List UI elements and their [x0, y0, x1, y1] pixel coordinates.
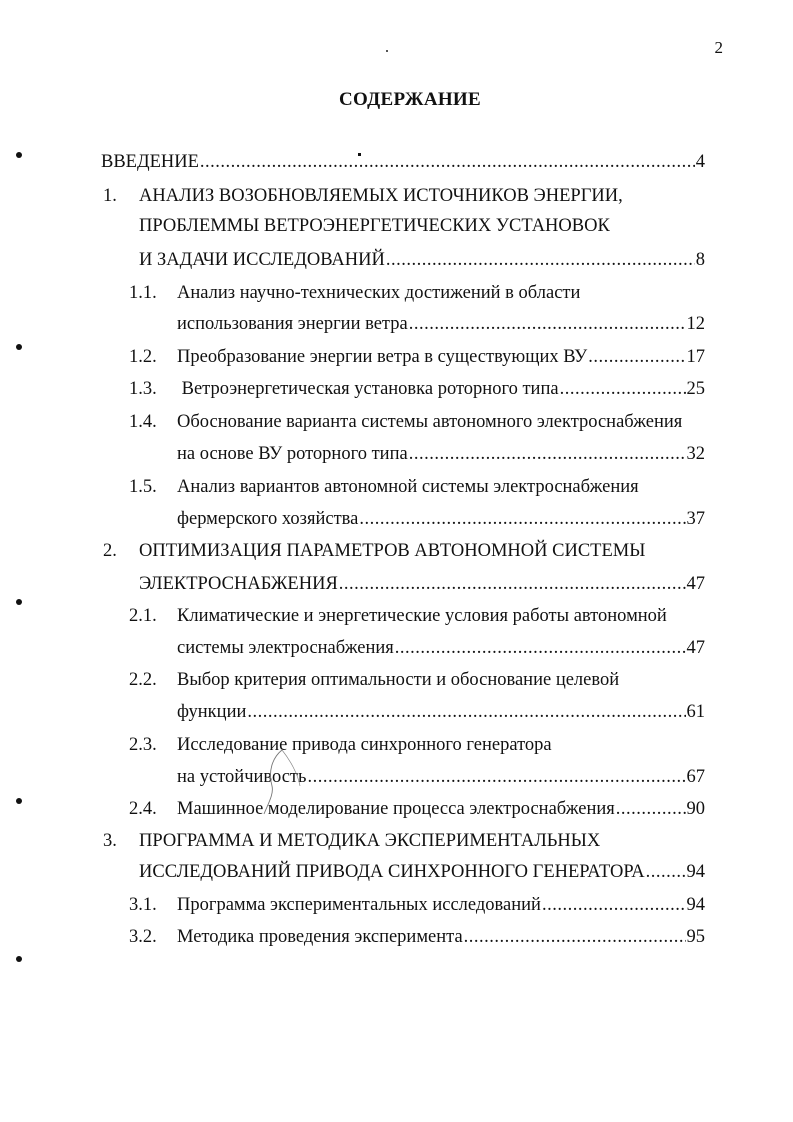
section-number: 2.1.: [129, 606, 157, 626]
toc-entry-section-3-1[interactable]: [177, 895, 705, 919]
section-number: 3.1.: [129, 895, 157, 915]
toc-page-number: 32: [686, 444, 705, 464]
chapter-title-line: ПРОГРАММА И МЕТОДИКА ЭКСПЕРИМЕНТАЛЬНЫХ: [139, 831, 601, 851]
toc-entry-section-3-2[interactable]: [177, 927, 705, 951]
section-number: 2.4.: [129, 799, 157, 819]
section-title-line: Преобразование энергии ветра в существующих ВУ: [177, 347, 588, 367]
chapter-title-line: АНАЛИЗ ВОЗОБНОВЛЯЕМЫХ ИСТОЧНИКОВ ЭНЕРГИИ,: [139, 186, 623, 206]
leader-dots: [560, 379, 686, 400]
chapter-title-line: ЭЛЕКТРОСНАБЖЕНИЯ: [139, 574, 338, 594]
section-title-line: Ветроэнергетическая установка роторного типа: [177, 379, 559, 399]
section-title-line: Обоснование варианта системы автономного электроснабжения: [177, 412, 683, 432]
section-title-line: Исследование привода синхронного генератора: [177, 735, 552, 755]
leader-dots: [395, 638, 686, 659]
section-number: 1.3.: [129, 379, 157, 399]
toc-page-number: 95: [686, 927, 705, 947]
toc-page-number: 67: [686, 767, 705, 787]
section-number: 2.3.: [129, 735, 157, 755]
section-title-line: Выбор критерия оптимальности и обоснование целевой: [177, 670, 620, 690]
toc-entry-section-1-5[interactable]: [177, 509, 705, 533]
toc-entry-section-1-4[interactable]: [177, 444, 705, 468]
margin-mark: [16, 344, 22, 350]
leader-dots: [339, 574, 686, 595]
leader-dots: [409, 444, 686, 465]
section-number: 2.2.: [129, 670, 157, 690]
toc-page-number: 17: [686, 347, 705, 367]
toc-page-number: 47: [686, 638, 705, 658]
leader-dots: [588, 347, 685, 368]
section-title-line: Программа экспериментальных исследований: [177, 895, 541, 915]
toc-entry-chapter-3[interactable]: [139, 862, 705, 886]
section-title-line: на устойчивость: [177, 767, 307, 787]
leader-dots: [464, 927, 686, 948]
section-title-line: функции: [177, 702, 247, 722]
toc-entry-section-2-2[interactable]: [177, 702, 705, 726]
chapter-number: 2.: [103, 541, 117, 561]
section-number: 1.1.: [129, 283, 157, 303]
section-title-line: Машинное моделирование процесса электроснабжения: [177, 799, 615, 819]
leader-dots: [247, 702, 685, 723]
section-title-line: на основе ВУ роторного типа: [177, 444, 408, 464]
toc-entry-section-1-3[interactable]: [177, 379, 705, 403]
section-title-line: Методика проведения эксперимента: [177, 927, 463, 947]
toc-page-number: 94: [686, 862, 705, 882]
leader-dots: [616, 799, 686, 820]
margin-mark: [16, 956, 22, 962]
toc-entry-chapter-2[interactable]: [139, 574, 705, 598]
section-title-line: Анализ вариантов автономной системы электроснабжения: [177, 477, 639, 497]
chapter-title-line: И ЗАДАЧИ ИССЛЕДОВАНИЙ: [139, 250, 385, 270]
chapter-number: 3.: [103, 831, 117, 851]
toc-page-number: 90: [686, 799, 705, 819]
margin-mark: [16, 152, 22, 158]
leader-dots: [359, 509, 685, 530]
page-number: 2: [714, 38, 723, 57]
section-number: 1.5.: [129, 477, 157, 497]
toc-entry-label: ВВЕДЕНИЕ: [101, 152, 199, 172]
toc-page-number: 37: [686, 509, 705, 529]
toc-page-number: 8: [695, 250, 705, 270]
section-title-line: Климатические и энергетические условия работы автономной: [177, 606, 667, 626]
section-number: 1.4.: [129, 412, 157, 432]
toc-page-number: 47: [686, 574, 705, 594]
toc-entry-intro[interactable]: [101, 152, 705, 176]
toc-entry-section-1-1[interactable]: [177, 314, 705, 338]
toc-page-number: 61: [686, 702, 705, 722]
section-number: 3.2.: [129, 927, 157, 947]
margin-mark: [16, 599, 22, 605]
leader-dots: [200, 152, 695, 173]
page-title: СОДЕРЖАНИЕ: [339, 89, 481, 110]
toc-page-number: 25: [686, 379, 705, 399]
toc-page-number: 4: [695, 152, 705, 172]
chapter-title-line: ОПТИМИЗАЦИЯ ПАРАМЕТРОВ АВТОНОМНОЙ СИСТЕМЫ: [139, 541, 646, 561]
chapter-title-line: ИССЛЕДОВАНИЙ ПРИВОДА СИНХРОННОГО ГЕНЕРАТОРА: [139, 862, 645, 882]
section-number: 1.2.: [129, 347, 157, 367]
section-title-line: использования энергии ветра: [177, 314, 408, 334]
section-title-line: фермерского хозяйства: [177, 509, 359, 529]
pencil-mark: [250, 748, 310, 818]
toc-entry-section-1-2[interactable]: [177, 347, 705, 371]
section-title-line: Анализ научно-технических достижений в области: [177, 283, 581, 303]
section-title-line: системы электроснабжения: [177, 638, 394, 658]
margin-mark: [16, 798, 22, 804]
toc-entry-section-2-1[interactable]: [177, 638, 705, 662]
toc-entry-chapter-1[interactable]: [139, 250, 705, 274]
leader-dots: [646, 862, 686, 883]
scan-speck: [386, 50, 388, 52]
toc-page-number: 12: [686, 314, 705, 334]
leader-dots: [409, 314, 686, 335]
leader-dots: [386, 250, 695, 271]
chapter-number: 1.: [103, 186, 117, 206]
leader-dots: [542, 895, 686, 916]
leader-dots: [307, 767, 685, 788]
toc-page-number: 94: [686, 895, 705, 915]
chapter-title-line: ПРОБЛЕММЫ ВЕТРОЭНЕРГЕТИЧЕСКИХ УСТАНОВОК: [139, 216, 610, 236]
